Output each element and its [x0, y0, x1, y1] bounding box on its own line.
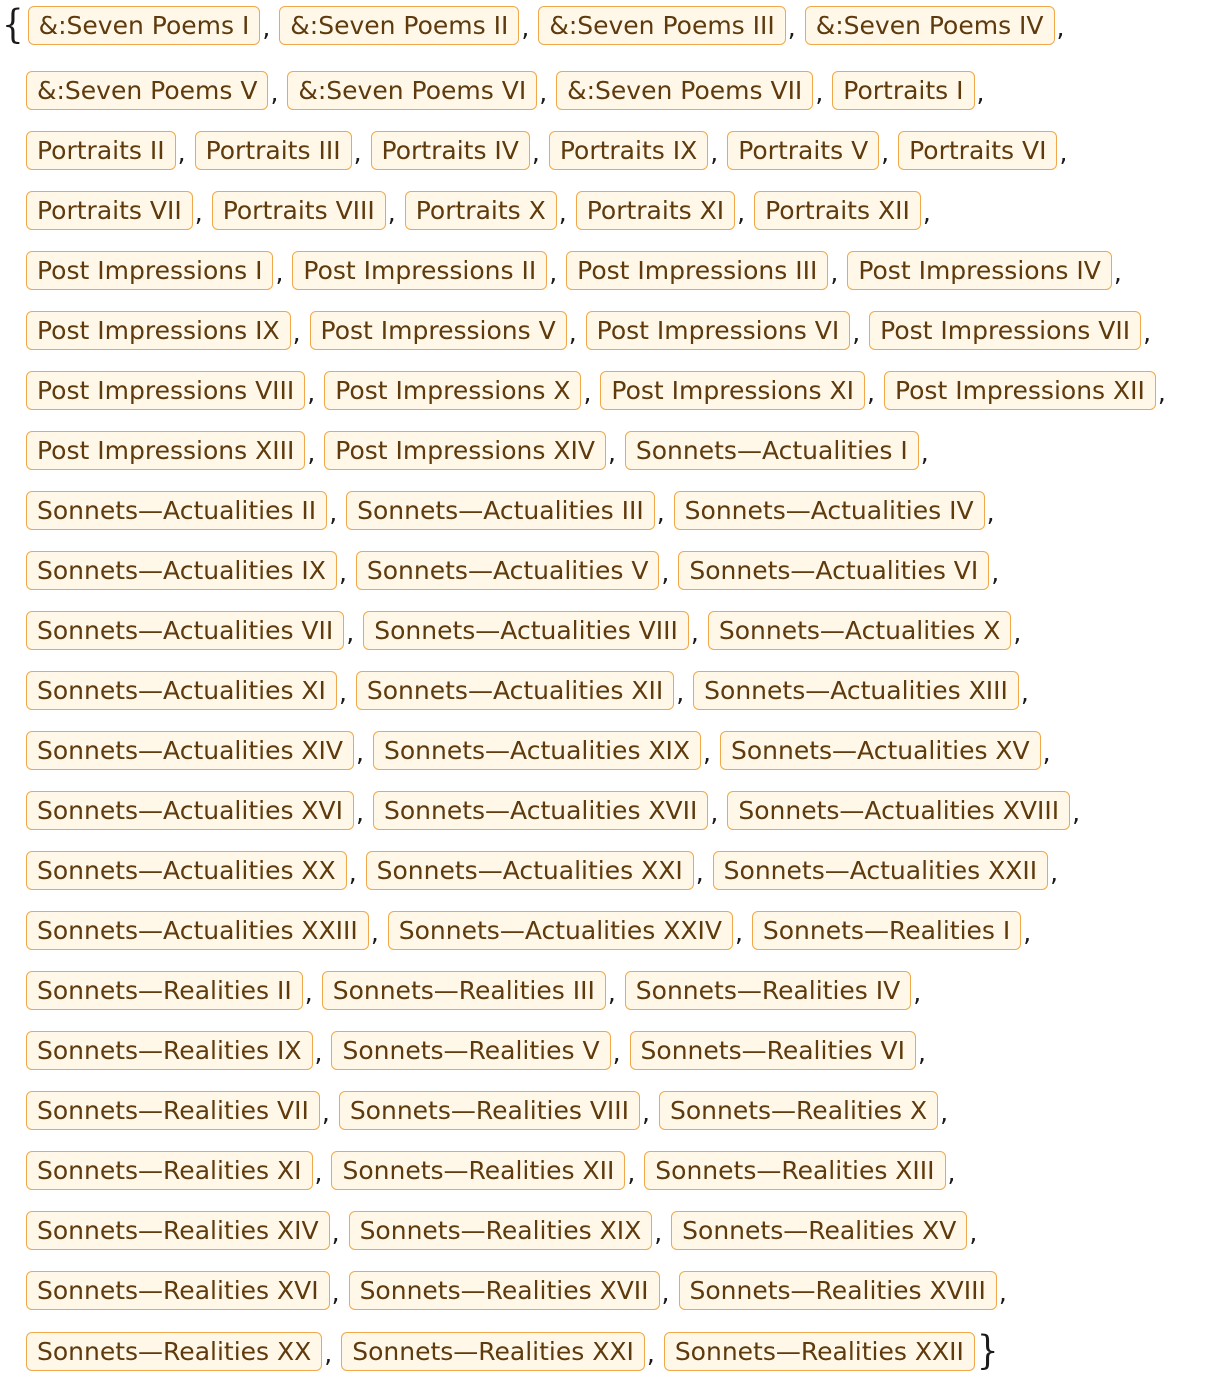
list-separator: , [314, 1157, 323, 1187]
list-separator: , [307, 377, 316, 407]
list-separator: , [1023, 917, 1032, 947]
output-line [0, 190, 931, 230]
list-separator: , [583, 377, 592, 407]
entity-chip[interactable]: Sonnets—Actualities XIII [693, 671, 1019, 710]
list-separator: , [661, 557, 670, 587]
entity-chip[interactable]: Portraits VII [26, 191, 193, 230]
entity-chip[interactable]: Sonnets—Actualities XXI [366, 851, 694, 890]
entity-chip[interactable]: Sonnets—Realities XXI [341, 1332, 645, 1371]
entity-chip[interactable]: Portraits XI [576, 191, 735, 230]
entity-chip[interactable]: Sonnets—Actualities IV [674, 491, 985, 530]
entity-chip[interactable]: Portraits VIII [212, 191, 386, 230]
list-separator: , [314, 1037, 323, 1067]
entity-chip[interactable]: &:Seven Poems III [538, 6, 785, 45]
list-separator: , [531, 137, 540, 167]
list-separator: , [1113, 257, 1122, 287]
entity-chip[interactable]: Sonnets—Realities XIV [26, 1211, 330, 1250]
list-separator: , [370, 917, 379, 947]
list-separator: , [275, 257, 284, 287]
entity-chip[interactable]: Sonnets—Realities XIII [644, 1151, 945, 1190]
output-line [0, 490, 995, 530]
list-separator: , [852, 317, 861, 347]
list-separator: , [194, 197, 203, 227]
list-separator: , [695, 857, 704, 887]
list-separator: , [991, 557, 1000, 587]
entity-chip[interactable]: Post Impressions VIII [26, 371, 305, 410]
list-separator: , [1059, 137, 1068, 167]
entity-chip[interactable]: Sonnets—Actualities XXIII [26, 911, 369, 950]
entity-chip[interactable]: Sonnets—Actualities VIII [363, 611, 689, 650]
list-separator: , [922, 197, 931, 227]
list-separator: , [1056, 12, 1065, 42]
output-line [0, 370, 1166, 410]
output-line [0, 910, 1031, 950]
list-separator: , [913, 977, 922, 1007]
list-separator: , [321, 1097, 330, 1127]
entity-chip[interactable]: &:Seven Poems VII [556, 71, 813, 110]
open-brace: { [2, 2, 24, 48]
list-separator: , [918, 1037, 926, 1067]
list-separator: , [262, 12, 271, 42]
entity-chip[interactable]: Sonnets—Realities I [752, 911, 1021, 950]
list-separator: , [338, 677, 347, 707]
entity-chip[interactable]: Sonnets—Actualities XVI [26, 791, 354, 830]
close-brace: } [976, 1328, 999, 1374]
list-separator: , [676, 677, 685, 707]
entity-chip[interactable]: Sonnets—Realities XXII [664, 1332, 975, 1371]
entity-chip[interactable]: Sonnets—Actualities XIX [373, 731, 701, 770]
entity-chip[interactable]: Sonnets—Realities III [322, 971, 606, 1010]
list-separator: , [646, 1338, 655, 1368]
entity-chip[interactable]: Sonnets—Realities IV [625, 971, 911, 1010]
entity-chip[interactable]: Post Impressions IV [847, 251, 1112, 290]
list-separator: , [815, 77, 824, 107]
entity-chip[interactable]: Post Impressions V [310, 311, 567, 350]
entity-chip[interactable]: Sonnets—Realities X [659, 1091, 938, 1130]
list-separator: , [986, 497, 995, 527]
entity-chip[interactable]: Portraits X [405, 191, 557, 230]
list-separator: , [304, 977, 313, 1007]
entity-chip[interactable]: Sonnets—Realities VII [26, 1091, 320, 1130]
list-separator: , [177, 137, 186, 167]
entity-chip[interactable]: Sonnets—Realities VI [630, 1031, 916, 1070]
list-separator: , [331, 1217, 340, 1247]
list-separator: , [539, 77, 548, 107]
list-separator: , [627, 1157, 636, 1187]
entity-chip[interactable]: Post Impressions III [566, 251, 828, 290]
list-separator: , [661, 1277, 670, 1307]
entity-chip[interactable]: Sonnets—Actualities XIV [26, 731, 354, 770]
list-separator: , [568, 317, 577, 347]
entity-chip[interactable]: Sonnets—Actualities XX [26, 851, 347, 890]
list-separator: , [998, 1277, 1007, 1307]
entity-chip[interactable]: Portraits IV [371, 131, 530, 170]
entity-chip[interactable]: Sonnets—Actualities XXIV [388, 911, 733, 950]
entity-chip[interactable]: Sonnets—Realities XV [671, 1211, 967, 1250]
output-line [0, 670, 1029, 710]
entity-chip[interactable]: &:Seven Poems II [279, 6, 519, 45]
output-line [0, 130, 1067, 170]
list-separator: , [558, 197, 567, 227]
list-separator: , [881, 137, 890, 167]
entity-chip[interactable]: Sonnets—Actualities IX [26, 551, 337, 590]
output-line [0, 970, 921, 1010]
list-separator: , [703, 737, 711, 767]
entity-chip[interactable]: Sonnets—Realities XVII [349, 1271, 660, 1310]
entity-chip[interactable]: Post Impressions X [324, 371, 581, 410]
entity-chip[interactable]: Sonnets—Actualities VI [678, 551, 989, 590]
output-line [0, 550, 999, 590]
entity-chip[interactable]: Sonnets—Actualities III [346, 491, 655, 530]
entity-chip[interactable]: Sonnets—Actualities XXII [713, 851, 1048, 890]
entity-chip[interactable]: Sonnets—Actualities V [356, 551, 660, 590]
list-separator: , [353, 137, 362, 167]
list-separator: , [607, 977, 616, 1007]
entity-chip[interactable]: Sonnets—Realities XII [331, 1151, 625, 1190]
output-line [0, 1150, 956, 1190]
output-line [0, 1090, 948, 1130]
entity-chip[interactable]: Post Impressions IX [26, 311, 291, 350]
output-line [0, 1210, 977, 1250]
list-separator: , [346, 617, 355, 647]
entity-chip[interactable]: Post Impressions XII [884, 371, 1156, 410]
list-separator: , [830, 257, 839, 287]
entity-chip[interactable]: Sonnets—Actualities XII [356, 671, 674, 710]
entity-chip[interactable]: &:Seven Poems VI [287, 71, 537, 110]
entity-chip[interactable]: Portraits II [26, 131, 176, 170]
list-separator: , [642, 1097, 650, 1127]
list-separator: , [607, 437, 616, 467]
entity-chip[interactable]: &:Seven Poems I [28, 6, 261, 45]
entity-chip[interactable]: Portraits V [727, 131, 879, 170]
list-separator: , [1072, 797, 1081, 827]
list-separator: , [1042, 737, 1051, 767]
entity-chip[interactable]: Sonnets—Realities IX [26, 1031, 313, 1070]
entity-chip[interactable]: Post Impressions VI [586, 311, 851, 350]
list-separator: , [356, 737, 364, 767]
entity-chip[interactable]: Sonnets—Actualities XI [26, 671, 337, 710]
entity-chip[interactable]: Portraits XII [754, 191, 921, 230]
list-separator: , [1050, 857, 1059, 887]
list-separator: , [1157, 377, 1166, 407]
entity-chip[interactable]: Sonnets—Actualities XVII [373, 791, 708, 830]
entity-chip[interactable]: Sonnets—Actualities VII [26, 611, 344, 650]
entity-chip[interactable]: Post Impressions XIV [324, 431, 606, 470]
list-separator: , [521, 12, 530, 42]
entity-chip[interactable]: Sonnets—Actualities XVIII [727, 791, 1070, 830]
entity-chip[interactable]: Sonnets—Actualities II [26, 491, 327, 530]
list-separator: , [549, 257, 558, 287]
output-line [0, 70, 984, 110]
entity-chip[interactable]: Sonnets—Realities II [26, 971, 303, 1010]
list-separator: , [734, 917, 743, 947]
list-separator: , [292, 317, 301, 347]
entity-chip[interactable]: Sonnets—Realities XI [26, 1151, 313, 1190]
list-separator: , [331, 1277, 340, 1307]
output-line [0, 1328, 999, 1374]
entity-chip[interactable]: Sonnets—Actualities X [708, 611, 1012, 650]
list-separator: , [1013, 617, 1022, 647]
list-separator: , [387, 197, 396, 227]
list-separator: , [329, 497, 338, 527]
entity-chip[interactable]: Post Impressions II [292, 251, 547, 290]
output-line [0, 250, 1122, 290]
entity-chip[interactable]: Sonnets—Realities XVI [26, 1271, 330, 1310]
list-separator: , [710, 797, 719, 827]
entity-chip[interactable]: Portraits VI [898, 131, 1057, 170]
list-separator: , [920, 437, 929, 467]
entity-chip[interactable]: Sonnets—Realities V [331, 1031, 610, 1070]
entity-chip[interactable]: Post Impressions XIII [26, 431, 305, 470]
entity-chip[interactable]: Post Impressions I [26, 251, 273, 290]
entity-chip[interactable]: Post Impressions XI [600, 371, 865, 410]
list-separator: , [1143, 317, 1152, 347]
list-separator: , [356, 797, 364, 827]
entity-chip[interactable]: &:Seven Poems V [26, 71, 268, 110]
output-line [0, 730, 1051, 770]
list-separator: , [976, 77, 985, 107]
list-separator: , [710, 137, 719, 167]
entity-chip[interactable]: Sonnets—Realities XVIII [679, 1271, 997, 1310]
entity-chip[interactable]: &:Seven Poems IV [805, 6, 1055, 45]
entity-chip[interactable]: Portraits I [832, 71, 974, 110]
entity-chip[interactable]: Portraits III [195, 131, 352, 170]
entity-chip[interactable]: Sonnets—Realities XX [26, 1332, 322, 1371]
list-separator: , [1020, 677, 1029, 707]
list-separator: , [737, 197, 746, 227]
output-line [0, 790, 1080, 830]
list-separator: , [270, 77, 279, 107]
output-line [0, 2, 1065, 48]
entity-chip[interactable]: Sonnets—Actualities XV [720, 731, 1041, 770]
list-separator: , [324, 1338, 333, 1368]
list-separator: , [947, 1157, 956, 1187]
list-separator: , [969, 1217, 978, 1247]
output-line [0, 430, 929, 470]
entity-chip[interactable]: Post Impressions VII [869, 311, 1141, 350]
entity-chip[interactable]: Sonnets—Realities VIII [339, 1091, 640, 1130]
list-separator: , [866, 377, 875, 407]
entity-chip[interactable]: Sonnets—Actualities I [625, 431, 919, 470]
list-separator: , [654, 1217, 663, 1247]
list-separator: , [656, 497, 665, 527]
list-separator: , [787, 12, 796, 42]
output-line [0, 850, 1058, 890]
list-separator: , [612, 1037, 621, 1067]
list-separator: , [338, 557, 347, 587]
output-line [0, 1270, 1007, 1310]
output-line [0, 1030, 926, 1070]
list-separator: , [348, 857, 357, 887]
output-line [0, 610, 1021, 650]
list-separator: , [690, 617, 699, 647]
entity-chip[interactable]: Portraits IX [549, 131, 708, 170]
entity-chip[interactable]: Sonnets—Realities XIX [349, 1211, 653, 1250]
output-line [0, 310, 1151, 350]
list-separator: , [940, 1097, 949, 1127]
list-separator: , [307, 437, 316, 467]
